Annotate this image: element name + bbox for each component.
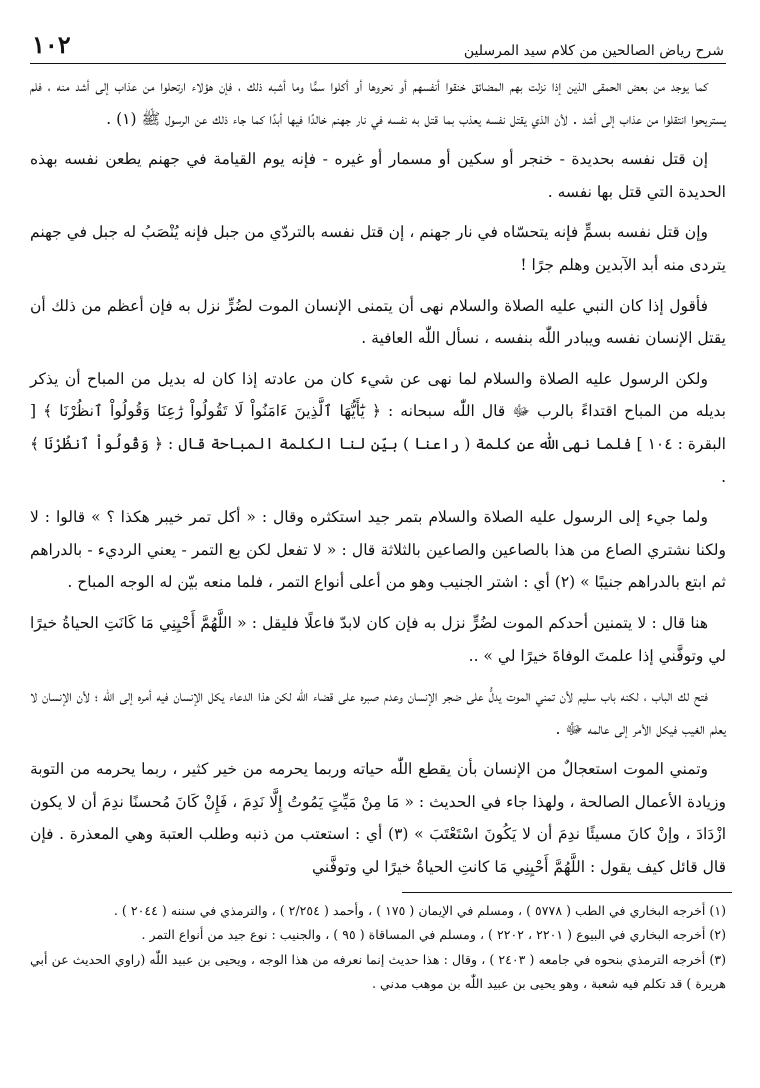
running-title: شرح رياض الصالحين من كلام سيد المرسلين bbox=[463, 43, 724, 59]
page-header bbox=[24, 30, 732, 59]
paragraph: إن قتل نفسه بحديدة - خنجر أو سكين أو مسمار أو غيره - فإنه يوم القيامة في جهنم يطعن نفسه بهذه الحديدة التي قتل بها نفسه . bbox=[30, 150, 726, 201]
paragraph: وإن قتل نفسه بسمٍّ فإنه يتحسّاه في نار جهنم ، إن قتل نفسه بالتردّي من جبل فإنه يُنْصَبُ له جبل في جهنم يتردى منه أبد الآبدين وهلم جرًا ! bbox=[30, 223, 726, 274]
footnote: (٣) أخرجه الترمذي بنحوه في جامعه ( ٢٤٠٣ ) ، وقال : هذا حديث إنما نعرفه من هذا الوجه ، ويحيى بن عبيد اللّٰه (راوي الحديث عن أبي هريرة ) قد تكلم فيه شعبة ، وهو يحيى بن عبيد اللّٰه بن موهب مدني . bbox=[30, 951, 726, 992]
footnote: (٢) أخرجه البخاري في البيوع ( ٢٢٠١ ، ٢٢٠٢ ) ، ومسلم في المساقاة ( ٩٥ ) ، والجنيب : نوع جيد من أنواع التمر . bbox=[141, 927, 726, 943]
page-number: ١٠٢ bbox=[32, 30, 71, 59]
footnotes bbox=[24, 899, 732, 997]
paragraph: هنا قال : لا يتمنين أحدكم الموت لضُرٍّ نزل به فإن كان لابدّ فاعلًا فليقل : « اللَّهُمَّ أَحْيِنِي مَا كَانَتِ الحياةُ خيرًا لي وتوفَّني إذا علمتَ الوفاةَ خيرًا لي » .. bbox=[30, 613, 726, 665]
footnote: (١) أخرجه البخاري في الطب ( ٥٧٧٨ ) ، ومسلم في الإيمان ( ١٧٥ ) ، وأحمد ( ٢/٢٥٤ ) ، والترمذي في سننه ( ٢٠٤٤ ) . bbox=[113, 902, 726, 918]
paragraph: وتمني الموت استعجالٌ من الإنسان بأن يقطع اللّٰه حياته وربما يحرمه من خير كثير ، ربما يحرمه من التوبة وزيادة الأعمال الصالحة ، ولهذا جاء في الحديث : « مَا مِنْ مَيِّتٍ يَمُوتُ إِلَّا نَدِمَ ، فَإِنْ كَانَ مُحسنًا ندِمَ أن لا يكون ازْدَادَ ، وإنْ كانَ مسيئًا ندِمَ أن لا يَكُونَ اسْتَعْتَبَ » (٣) أي : استعتب من ذنبه وطلب العتبة وهي المعذرة . فإن قال قائل كيف يقول : اللَّهُمَّ أَحْيِنِي مَا كانتِ الحياةُ خيرًا لي وتوفَّني bbox=[30, 760, 726, 877]
paragraph: فأقول إذا كان النبي عليه الصلاة والسلام نهى أن يتمنى الإنسان الموت لضُرٍّ نزل به فإن أعظم من ذلك أن يقتل الإنسان نفسه ويبادر اللّٰه بنفسه ، نسأل اللّٰه العافية . bbox=[30, 296, 726, 348]
paragraph: فتح لك الباب ، لكنه باب سليم لأن تمني الموت يدلُّ على ضجر الإنسان وعدم صبره على قضاء اللّٰه لكن هذا الدعاء يكل الإنسان فيه أمره إلى اللّٰه ؛ لأن الإنسان لا يعلم الغيب فيكل الأمر إلى عالمه ﷻ . bbox=[30, 687, 726, 738]
main-text bbox=[24, 64, 732, 884]
paragraph: كما يوجد من بعض الحمقى الذين إذا نزلت بهم المضائق خنقوا أنفسهم أو نحروها أو أكلوا سمًّا وما أشبه ذلك ، فإن هؤلاء ارتحلوا من عذاب إلى أشد منه ، فلم يستريحوا انتقلوا من عذاب إلى أشد . لأن الذي يقتل نفسه يعذب بما قتل به نفسه في نار جهنم خالدًا فيها أبدًا كما جاء ذلك عن الرسول ﷺ (١) . bbox=[30, 77, 726, 128]
footnote-separator bbox=[402, 892, 732, 893]
paragraph: ولكن الرسول عليه الصلاة والسلام لما نهى عن شيء كان من عادته إذا كان له بديل من المباح أن يذكر بديله من المباح اقتداءً بالرب ﷻ قال اللّٰه سبحانه : ﴿ يَٰٓأَيُّهَا ٱلَّذِينَ ءَامَنُواْ لَا تَقُولُواْ رَٰعِنَا وَقُولُواْ ٱنظُرْنَا ﴾ [ البقرة : ١٠٤ ] فلما نهى اللّٰه عن كلمة ( راعنا ) بيّن لنا الكلمة المباحة قال : ﴿ وَقُولُواْ ٱنظُرْنَا ﴾ . bbox=[30, 369, 726, 486]
paragraph: ولما جيء إلى الرسول عليه الصلاة والسلام بتمر جيد استكثره وقال : « أكل تمر خيبر هكذا ؟ » قالوا : لا ولكنا نشتري الصاع من هذا بالصاعين والصاعين بالثلاثة قال : « لا تفعل لكن بع التمر - يعني الرديء - بالدراهم ثم ابتع بالدراهم جنيبًا » (٢) أي : اشتر الجنيب وهو من أعلى أنواع التمر ، فلما منعه بيّن له الوجه المباح . bbox=[30, 508, 726, 592]
